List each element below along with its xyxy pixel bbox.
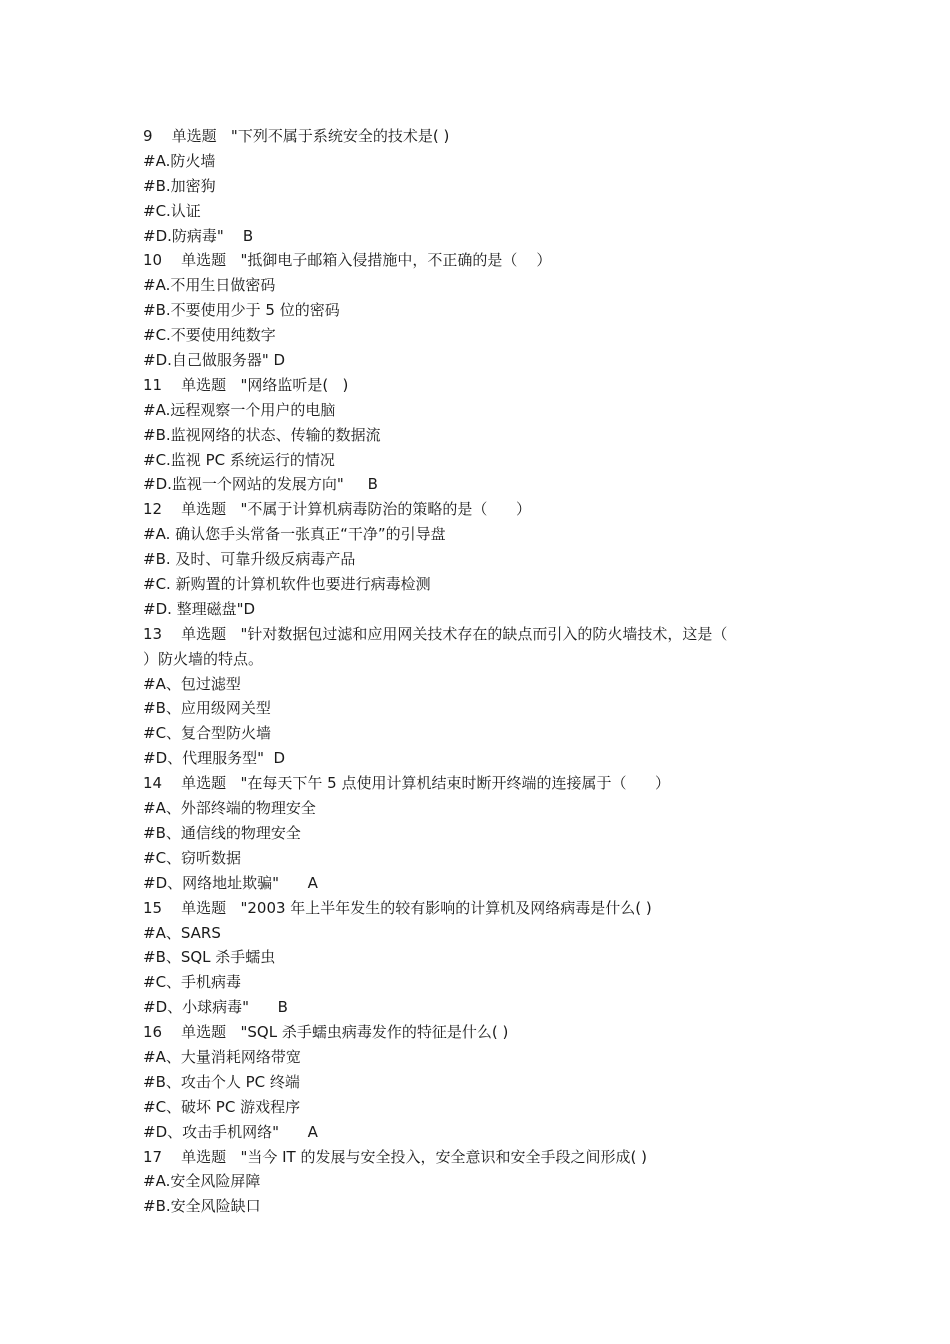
question-13-option-b: #B、应用级网关型 xyxy=(143,699,271,718)
question-16-option-d: #D、攻击手机网络" A xyxy=(143,1122,318,1141)
question-13-stem-continued: ）防火墙的特点。 xyxy=(143,649,264,668)
question-15-option-b: #B、SQL 杀手蠕虫 xyxy=(143,948,276,967)
question-16-option-c: #C、破坏 PC 游戏程序 xyxy=(143,1097,301,1116)
question-13-stem: 13 单选题 "针对数据包过滤和应用网关技术存在的缺点而引入的防火墙技术，这是（ xyxy=(143,624,728,643)
question-9-option-c: #C.认证 xyxy=(143,201,201,220)
question-12-option-a: #A. 确认您手头常备一张真正“干净”的引导盘 xyxy=(143,525,446,544)
question-10-stem: 10 单选题 "抵御电子邮箱入侵措施中，不正确的是（ ） xyxy=(143,251,552,270)
question-9-stem: 9 单选题 "下列不属于系统安全的技术是( ) xyxy=(143,127,450,145)
question-16-option-b: #B、攻击个人 PC 终端 xyxy=(143,1072,300,1091)
question-9-option-b: #B.加密狗 xyxy=(143,176,216,195)
question-15-option-a: #A、SARS xyxy=(143,923,221,942)
question-14-option-c: #C、窃听数据 xyxy=(143,848,242,867)
question-11-option-d: #D.监视一个网站的发展方向" B xyxy=(143,475,378,494)
question-12-option-c: #C. 新购置的计算机软件也要进行病毒检测 xyxy=(143,575,431,594)
question-10-option-b: #B.不要使用少于 5 位的密码 xyxy=(143,301,340,320)
question-14-option-b: #B、通信线的物理安全 xyxy=(143,823,301,842)
question-text-block xyxy=(143,124,813,1219)
question-12-option-b: #B. 及时、可靠升级反病毒产品 xyxy=(143,550,356,569)
question-12-stem: 12 单选题 "不属于计算机病毒防治的策略的是（ ） xyxy=(143,500,531,519)
question-15-stem: 15 单选题 "2003 年上半年发生的较有影响的计算机及网络病毒是什么( ) xyxy=(143,898,652,917)
question-13-option-a: #A、包过滤型 xyxy=(143,674,241,693)
question-11-option-b: #B.监视网络的状态、传输的数据流 xyxy=(143,425,381,444)
question-14-stem: 14 单选题 "在每天下午 5 点使用计算机结束时断开终端的连接属于（ ） xyxy=(143,774,671,793)
question-16-stem: 16 单选题 "SQL 杀手蠕虫病毒发作的特征是什么( ) xyxy=(143,1023,509,1042)
question-9-option-d: #D.防病毒" B xyxy=(143,226,254,245)
question-15-option-d: #D、小球病毒" B xyxy=(143,998,288,1017)
question-10-option-c: #C.不要使用纯数字 xyxy=(143,326,276,345)
question-14-option-a: #A、外部终端的物理安全 xyxy=(143,799,316,818)
question-11-option-a: #A.远程观察一个用户的电脑 xyxy=(143,400,336,419)
question-11-option-c: #C.监视 PC 系统运行的情况 xyxy=(143,450,335,469)
question-17-stem: 17 单选题 "当今 IT 的发展与安全投入，安全意识和安全手段之间形成( ) xyxy=(143,1147,647,1166)
question-16-option-a: #A、大量消耗网络带宽 xyxy=(143,1047,301,1066)
question-10-option-a: #A.不用生日做密码 xyxy=(143,276,276,295)
question-11-stem: 11 单选题 "网络监听是( ) xyxy=(143,375,349,394)
question-10-option-d: #D.自己做服务器" D xyxy=(143,351,286,370)
question-13-option-d: #D、代理服务型" D xyxy=(143,749,286,768)
question-15-option-c: #C、手机病毒 xyxy=(143,973,242,992)
question-14-option-d: #D、网络地址欺骗" A xyxy=(143,873,318,892)
question-17-option-a: #A.安全风险屏障 xyxy=(143,1172,261,1191)
question-9-option-a: #A.防火墙 xyxy=(143,151,216,170)
question-17-option-b: #B.安全风险缺口 xyxy=(143,1197,261,1216)
question-12-option-d: #D. 整理磁盘"D xyxy=(143,599,256,618)
question-13-option-c: #C、复合型防火墙 xyxy=(143,724,272,743)
